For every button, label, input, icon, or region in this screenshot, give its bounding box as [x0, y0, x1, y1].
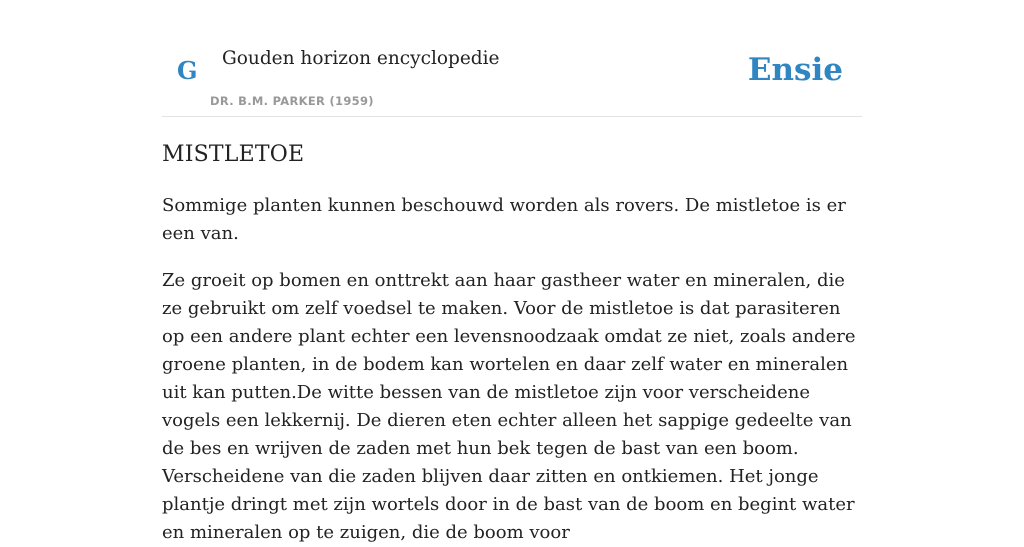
book-logo[interactable]: G — [177, 56, 198, 85]
article-paragraph: Sommige planten kunnen beschouwd worden als rovers. De mistletoe is er een van. — [162, 195, 846, 244]
ensie-logo[interactable]: Ensie — [747, 52, 843, 88]
article — [162, 138, 862, 547]
article-paragraph: Ze groeit op bomen en onttrekt aan haar gastheer water en mineralen, die ze gebruikt om zelf voedsel te maken. Voor de mistletoe is dat parasiteren op een andere plant echter een levensnoodzaak omdat ze niet, zoals andere groene planten, in de bodem kan wortelen en daar zelf water en mineralen uit kan putten.De witte bessen van de mistletoe zijn voor verscheidene vogels een lekkernij. De dieren eten echter alleen het sappige gedeelte van de bes en wrijven de zaden met hun bek tegen de bast van een boom. Verscheidene van die zaden blijven daar zitten en ontkiemen. Het jonge plantje dringt met zijn wortels door in de bast van de boom en begint water en mineralen op te zuigen, die de boom voor — [162, 270, 856, 543]
header — [162, 0, 862, 117]
article-title: MISTLETOE — [162, 142, 305, 167]
book-author: DR. B.M. PARKER (1959) — [210, 94, 374, 108]
book-title[interactable]: Gouden horizon encyclopedie — [222, 48, 500, 69]
